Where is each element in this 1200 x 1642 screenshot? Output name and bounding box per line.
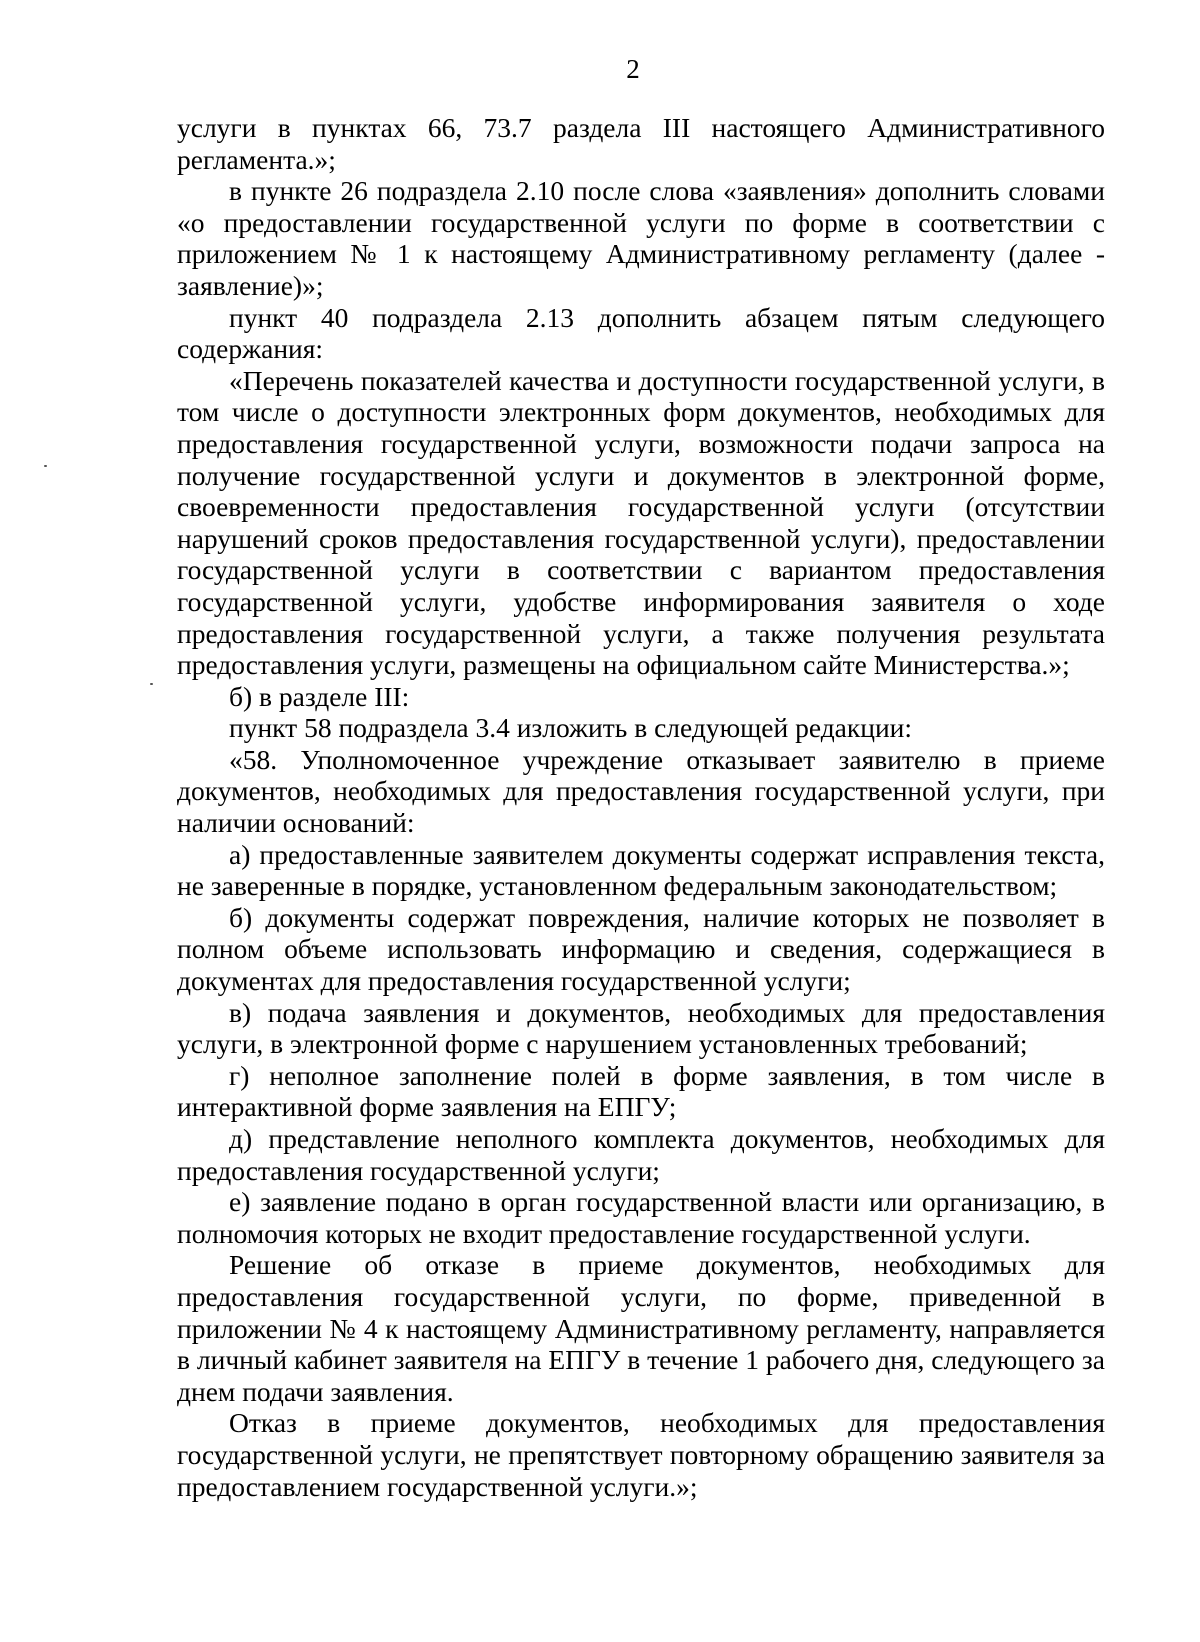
paragraph-refusal-no-obstacle: Отказ в приеме документов, необходимых для предоставления государственной услуги, не препятствует повторному обращению заявителя за предоставлением государственной услуги.»; [177, 1407, 1105, 1502]
page-number: 2 [626, 54, 640, 84]
paragraph-section-b: б) в разделе III: [229, 680, 410, 712]
paragraph-continuation: услуги в пунктах 66, 73.7 раздела III настоящего Административного регламента.»; [177, 112, 1105, 175]
list-item-e: е) заявление подано в орган государственной власти или организацию, в полномочия которых не входит предоставление государственной услуги. [177, 1186, 1105, 1249]
list-item-b: б) документы содержат повреждения, наличие которых не позволяет в полном объеме использовать информацию и сведения, содержащиеся в документах для предоставления государственной услуги; [177, 901, 1105, 997]
list-item-a: а) предоставленные заявителем документы содержат исправления текста, не заверенные в порядке, установленном федеральным законодательством; [177, 838, 1105, 902]
paragraph-quality-indicators: «Перечень показателей качества и доступности государственной услуги, в том числе о доступности электронных форм документов, необходимых для предоставления государственной услуги, возможности подачи запроса на получение государственной услуги и документов в электронной форме, своевременности предоставления государственной услуги (отсутствии нарушений сроков предоставления государственной услуги), предоставлении государственной услуги в соответствии с вариантом предоставления государственной услуги, удобстве информирования заявителя о ходе предоставления государственной услуги, а также получения результата предоставления услуги, размещены на официальном сайте Министерства.»; [177, 364, 1105, 681]
paragraph-amendment-item-26: в пункте 26 подраздела 2.10 после слова «заявления» дополнить словами «о предоставлении государственной услуги по форме в соответствии с приложением № 1 к настоящему Административному регламенту (далее - заявление)»; [177, 175, 1105, 301]
scan-speck [44, 465, 47, 467]
list-item-g: г) неполное заполнение полей в форме заявления, в том числе в интерактивной форме заявления на ЕПГУ; [177, 1059, 1105, 1123]
document-body [177, 112, 1105, 1502]
list-item-d: д) представление неполного комплекта документов, необходимых для предоставления государственной услуги; [177, 1123, 1105, 1186]
scan-speck [150, 683, 153, 685]
paragraph-item-58-intro: пункт 58 подраздела 3.4 изложить в следующей редакции: [229, 712, 913, 744]
paragraph-item-58-text: «58. Уполномоченное учреждение отказывает заявителю в приеме документов, необходимых для предоставления государственной услуги, при наличии оснований: [177, 743, 1105, 839]
list-item-v: в) подача заявления и документов, необходимых для предоставления услуги, в электронной форме с нарушением установленных требований; [177, 996, 1105, 1060]
paragraph-refusal-decision: Решение об отказе в приеме документов, необходимых для предоставления государственной услуги, по форме, приведенной в приложении № 4 к настоящему Административному регламенту, направляется в личный кабинет заявителя на ЕПГУ в течение 1 рабочего дня, следующего за днем подачи заявления. [177, 1249, 1105, 1407]
paragraph-amendment-item-40: пункт 40 подраздела 2.13 дополнить абзацем пятым следующего содержания: [177, 301, 1105, 365]
